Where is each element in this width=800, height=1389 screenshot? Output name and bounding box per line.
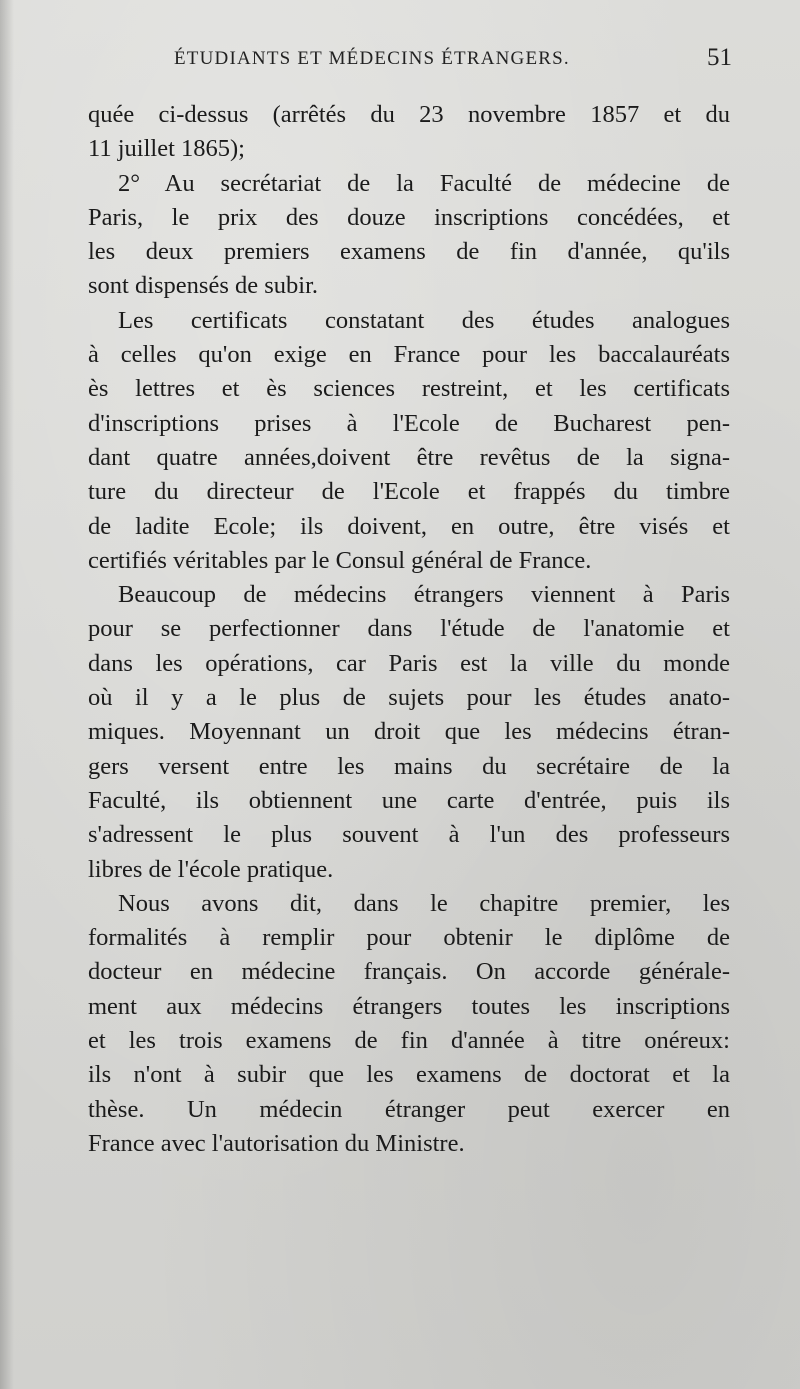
text-line: de ladite Ecole; ils doivent, en outre, être visés et bbox=[88, 512, 730, 540]
page-gutter-shadow bbox=[0, 0, 14, 1389]
page-header bbox=[174, 42, 734, 78]
text-line: gers versent entre les mains du secrétaire de la bbox=[88, 752, 730, 780]
page-number: 51 bbox=[707, 44, 732, 71]
text-line: 11 juillet 1865); bbox=[88, 135, 245, 163]
text-line: où il y a le plus de sujets pour les études anato- bbox=[88, 684, 730, 712]
body-text bbox=[88, 98, 730, 1161]
text-line: docteur en médecine français. On accorde générale- bbox=[88, 958, 730, 986]
text-line: France avec l'autorisation du Ministre. bbox=[88, 1129, 465, 1157]
text-line: ture du directeur de l'Ecole et frappés du timbre bbox=[88, 478, 730, 506]
text-line: dans les opérations, car Paris est la ville du monde bbox=[88, 649, 730, 677]
text-line: Beaucoup de médecins étrangers viennent à Paris bbox=[118, 581, 730, 609]
text-line: les deux premiers examens de fin d'année, qu'ils bbox=[88, 238, 730, 266]
text-line: Paris, le prix des douze inscriptions concédées, et bbox=[88, 203, 730, 231]
text-line: à celles qu'on exige en France pour les baccalauréats bbox=[88, 341, 730, 369]
text-line: dant quatre années,doivent être revêtus de la signa- bbox=[88, 443, 730, 471]
text-line: s'adressent le plus souvent à l'un des professeurs bbox=[88, 821, 730, 849]
text-line: ès lettres et ès sciences restreint, et les certificats bbox=[88, 375, 730, 403]
text-line: formalités à remplir pour obtenir le diplôme de bbox=[88, 924, 730, 952]
text-line: Les certificats constatant des études analogues bbox=[118, 306, 730, 334]
text-line: certifiés véritables par le Consul général de France. bbox=[88, 546, 592, 574]
text-line: Faculté, ils obtiennent une carte d'entrée, puis ils bbox=[88, 786, 730, 814]
running-title: ÉTUDIANTS ET MÉDECINS ÉTRANGERS. bbox=[174, 48, 570, 69]
text-line: et les trois examens de fin d'année à titre onéreux: bbox=[88, 1027, 730, 1055]
text-line: miques. Moyennant un droit que les médecins étran- bbox=[88, 718, 730, 746]
text-line: d'inscriptions prises à l'Ecole de Bucharest pen- bbox=[88, 409, 730, 437]
text-line: thèse. Un médecin étranger peut exercer en bbox=[88, 1095, 730, 1123]
text-line: sont dispensés de subir. bbox=[88, 272, 319, 300]
text-line: Nous avons dit, dans le chapitre premier, les bbox=[118, 889, 730, 917]
text-line: libres de l'école pratique. bbox=[88, 855, 334, 883]
text-line: quée ci-dessus (arrêtés du 23 novembre 1857 et du bbox=[88, 101, 730, 128]
text-line: ils n'ont à subir que les examens de doctorat et la bbox=[88, 1061, 730, 1089]
text-line: ment aux médecins étrangers toutes les inscriptions bbox=[88, 992, 730, 1020]
text-line: pour se perfectionner dans l'étude de l'anatomie et bbox=[88, 615, 730, 643]
text-line: 2° Au secrétariat de la Faculté de médecine de bbox=[118, 169, 730, 197]
